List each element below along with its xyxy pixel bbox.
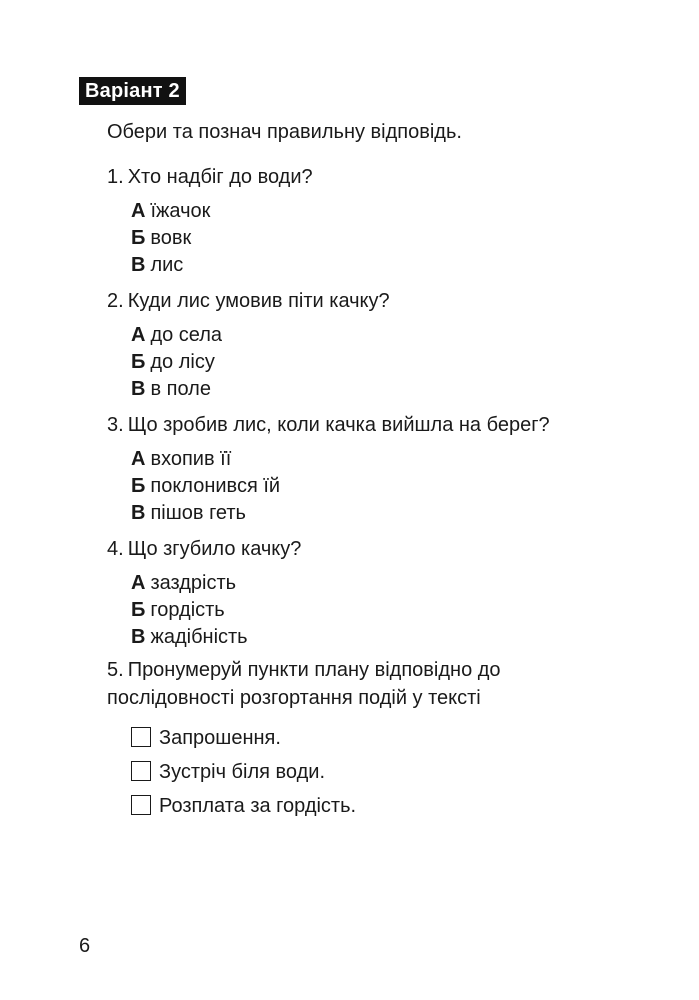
plan-item-text: Зустріч біля води.	[159, 761, 325, 783]
option-a[interactable]	[131, 322, 222, 349]
option-a[interactable]	[131, 570, 248, 597]
option-text: їжачок	[150, 200, 211, 222]
option-text: лис	[150, 254, 184, 276]
question-5-line-2: послідовності розгортання подій у тексті	[107, 687, 481, 709]
question-number: 4.	[107, 538, 124, 560]
variant-badge: Варіант 2	[79, 77, 186, 105]
option-letter: В	[131, 626, 146, 648]
option-a[interactable]	[131, 446, 280, 473]
instruction-text: Обери та познач правильну відповідь.	[107, 121, 462, 143]
question-text: Куди лис умовив піти качку?	[127, 290, 390, 312]
option-c[interactable]	[131, 376, 222, 403]
question-1	[107, 163, 313, 191]
plan-list	[131, 724, 356, 826]
question-number: 3.	[107, 414, 124, 436]
question-5-line-1	[107, 656, 587, 684]
question-number: 5.	[107, 659, 124, 681]
number-box-input[interactable]	[131, 761, 151, 781]
option-letter: А	[131, 324, 146, 346]
question-text: Пронумеруй пункти плану відповідно до	[127, 659, 501, 681]
option-text: вовк	[150, 227, 192, 249]
question-2	[107, 287, 390, 315]
plan-item-text: Запрошення.	[159, 727, 281, 749]
option-c[interactable]	[131, 500, 280, 527]
option-c[interactable]	[131, 624, 248, 651]
option-letter: А	[131, 572, 146, 594]
number-box-input[interactable]	[131, 727, 151, 747]
option-c[interactable]	[131, 252, 210, 279]
question-text: Хто надбіг до води?	[127, 166, 313, 188]
option-letter: Б	[131, 475, 146, 497]
question-5	[107, 656, 587, 712]
option-b[interactable]	[131, 349, 222, 376]
option-text: пішов геть	[150, 502, 246, 524]
option-letter: В	[131, 502, 146, 524]
question-number: 2.	[107, 290, 124, 312]
option-b[interactable]	[131, 473, 280, 500]
option-text: вхопив її	[150, 448, 232, 470]
option-text: до села	[150, 324, 223, 346]
option-letter: В	[131, 378, 146, 400]
option-letter: В	[131, 254, 146, 276]
option-text: до лісу	[150, 351, 215, 373]
question-text: Що зробив лис, коли качка вийшла на берег?	[127, 414, 550, 436]
plan-item-text: Розплата за гордість.	[159, 795, 357, 817]
option-text: заздрість	[150, 572, 237, 594]
question-1-options	[131, 198, 210, 279]
question-4	[107, 535, 301, 563]
page-number: 6	[79, 935, 91, 957]
number-box-input[interactable]	[131, 795, 151, 815]
plan-item	[131, 758, 356, 792]
option-letter: А	[131, 200, 146, 222]
option-letter: Б	[131, 227, 146, 249]
option-b[interactable]	[131, 597, 248, 624]
question-4-options	[131, 570, 248, 651]
option-text: в поле	[150, 378, 211, 400]
question-2-options	[131, 322, 222, 403]
question-3	[107, 411, 550, 439]
option-a[interactable]	[131, 198, 210, 225]
question-3-options	[131, 446, 280, 527]
option-letter: А	[131, 448, 146, 470]
plan-item	[131, 792, 356, 826]
option-text: гордість	[150, 599, 225, 621]
option-text: жадібність	[150, 626, 248, 648]
option-text: поклонився їй	[150, 475, 281, 497]
plan-item	[131, 724, 356, 758]
option-letter: Б	[131, 351, 146, 373]
question-number: 1.	[107, 166, 124, 188]
question-text: Що згубило качку?	[127, 538, 302, 560]
option-letter: Б	[131, 599, 146, 621]
option-b[interactable]	[131, 225, 210, 252]
